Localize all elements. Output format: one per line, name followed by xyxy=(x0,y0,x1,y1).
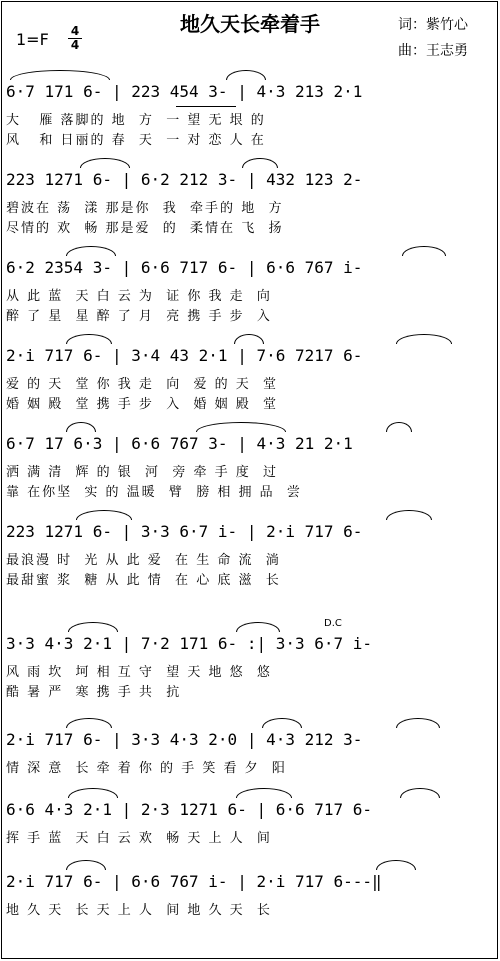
lyrics-verse-1: 碧波在 荡 漾 那是你 我 牵手的 地 方 xyxy=(6,201,284,216)
lyrics-verse-1: 风 雨 坎 坷 相 互 守 望 天 地 悠 悠 xyxy=(6,665,272,680)
lyrics-verse-2: 最甜蜜 浆 糖 从 此 情 在 心 底 滋 长 xyxy=(6,573,281,588)
score-line-6 xyxy=(6,498,494,586)
time-signature xyxy=(68,26,82,51)
lyrics-verse-1: 情 深 意 长 牵 着 你 的 手 笑 看 夕 阳 xyxy=(6,761,287,776)
lyrics-verse-2: 婚 姻 殿 堂 携 手 步 入 婚 姻 殿 堂 xyxy=(6,397,278,412)
score-line-3 xyxy=(6,234,494,322)
notation: 6·7 17 6·3 | 6·6 767 3- | 4·3 21 2·1 xyxy=(6,434,353,453)
lyrics-verse-1: 地 久 天 长 天 上 人 间 地 久 天 长 xyxy=(6,903,272,918)
notation: 2·i 717 6- | 3·3 4·3 2·0 | 4·3 212 3- xyxy=(6,730,363,749)
score-line-7 xyxy=(6,610,494,698)
score-line-4 xyxy=(6,322,494,410)
composer-credit: 曲：王志勇 xyxy=(398,43,468,59)
lyrics-verse-2: 醉 了 星 星 醉 了 月 亮 携 手 步 入 xyxy=(6,309,272,324)
lyrics-verse-1: 挥 手 蓝 天 白 云 欢 畅 天 上 人 间 xyxy=(6,831,272,846)
lyrics-verse-2: 靠 在你坚 实 的 温暖 臂 膀 相 拥 品 尝 xyxy=(6,485,302,500)
notation: 3·3 4·3 2·1 | 7·2 171 6- :| 3·3 6·7 i- xyxy=(6,634,373,653)
time-signature-bottom: 4 xyxy=(70,38,80,52)
time-signature-top: 4 xyxy=(70,24,80,38)
notation: 223 1271 6- | 3·3 6·7 i- | 2·i 717 6- xyxy=(6,522,363,541)
song-title: 地久天长牵着手 xyxy=(180,12,320,36)
notation: 6·6 4·3 2·1 | 2·3 1271 6- | 6·6 717 6- xyxy=(6,800,373,819)
score-line-2 xyxy=(6,146,494,234)
lyrics-verse-1: 爱 的 天 堂 你 我 走 向 爱 的 天 堂 xyxy=(6,377,278,392)
lyrics-verse-1: 大 雁 落脚的 地 方 一 望 无 垠 的 xyxy=(6,113,266,128)
da-capo-mark: D.C xyxy=(324,618,342,629)
lyrics-verse-2: 尽情的 欢 畅 那是爱 的 柔情在 飞 扬 xyxy=(6,221,284,236)
lyrics-verse-2: 风 和 日丽的 春 天 一 对 恋 人 在 xyxy=(6,133,266,148)
notation: 223 1271 6- | 6·2 212 3- | 432 123 2- xyxy=(6,170,363,189)
lyrics-verse-1: 最浪漫 时 光 从 此 爱 在 生 命 流 淌 xyxy=(6,553,281,568)
score-line-1 xyxy=(6,58,494,146)
notation: 2·i 717 6- | 6·6 767 i- | 2·i 717 6---‖ xyxy=(6,872,382,891)
score-line-10 xyxy=(6,848,494,936)
lyrics-verse-2: 酷 暑 严 寒 携 手 共 抗 xyxy=(6,685,182,700)
notation: 6·7 171 6- | 223 454 3- | 4·3 213 2·1 xyxy=(6,82,363,101)
lyrics-verse-1: 洒 满 清 辉 的 银 河 旁 牵 手 度 过 xyxy=(6,465,278,480)
key-signature: 1=F xyxy=(16,30,49,49)
notation: 6·2 2354 3- | 6·6 717 6- | 6·6 767 i- xyxy=(6,258,363,277)
lyrics-verse-1: 从 此 蓝 天 白 云 为 证 你 我 走 向 xyxy=(6,289,272,304)
score-line-5 xyxy=(6,410,494,498)
lyricist-credit: 词：紫竹心 xyxy=(398,17,468,33)
notation: 2·i 717 6- | 3·4 43 2·1 | 7·6 7217 6- xyxy=(6,346,363,365)
